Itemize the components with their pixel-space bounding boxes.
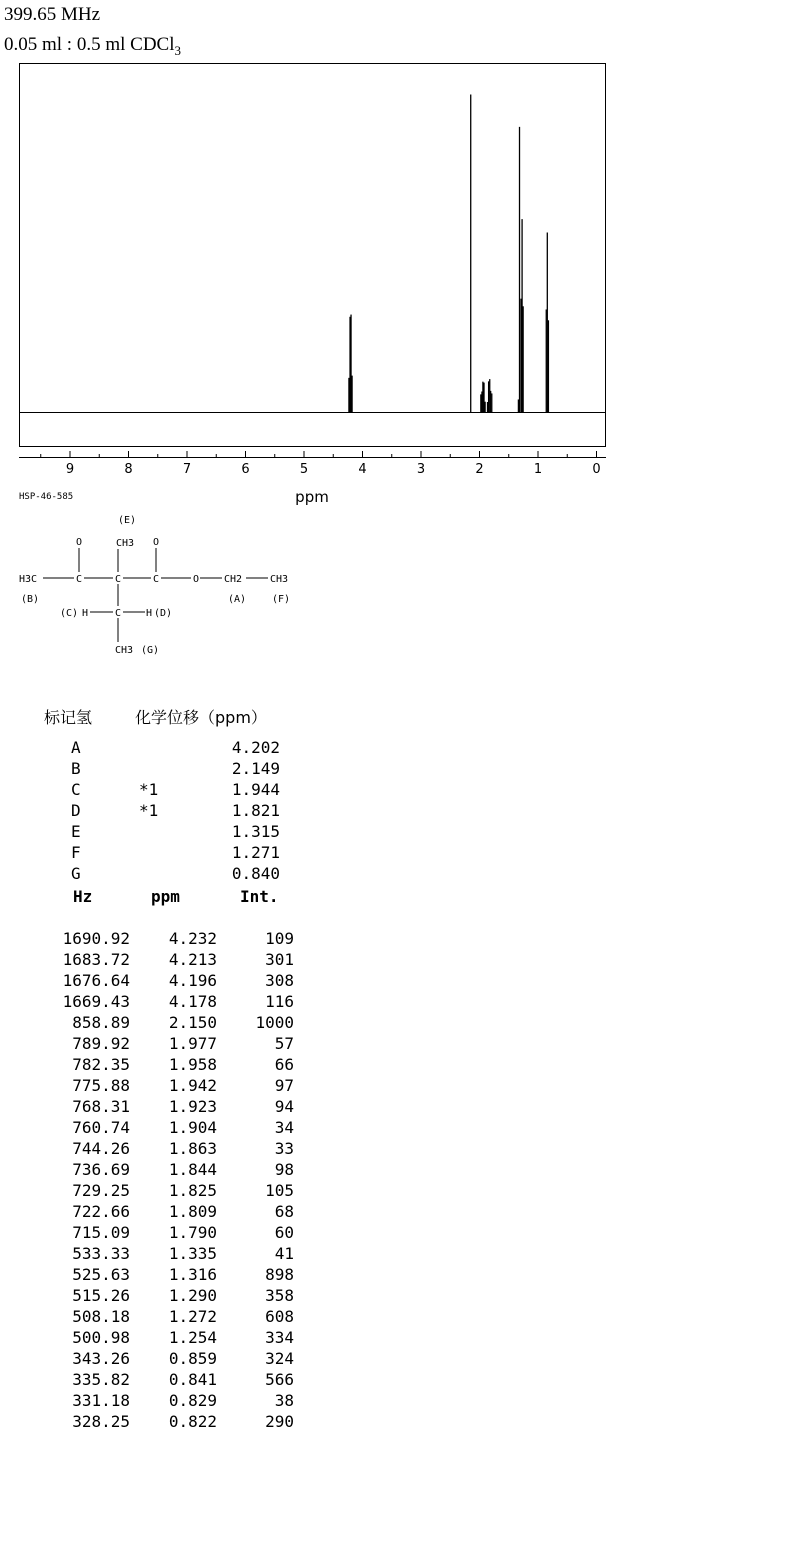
assignment-header-label: 标记氢 [44, 708, 93, 727]
spectrum-peaks [349, 95, 548, 413]
peak-hz: 1669.43 [62, 992, 130, 1011]
peak-ppm: 2.150 [168, 1013, 217, 1032]
assignment-shift: 1.821 [231, 801, 280, 820]
molecule-structure [0, 505, 320, 665]
peak-intensity: 334 [265, 1328, 294, 1347]
x-tick-label: 2 [475, 462, 484, 477]
peak-hz: 525.63 [72, 1265, 130, 1284]
struct-methyl-b: H3C [19, 574, 38, 585]
peak-hz: 1683.72 [62, 950, 130, 969]
assignment-header-shift: 化学位移（ppm） [135, 708, 267, 727]
peak-ppm: 1.335 [168, 1244, 217, 1263]
peak-intensity: 898 [265, 1265, 294, 1284]
struct-hydrogen-d: H [146, 608, 153, 619]
assignment-label: E [71, 822, 81, 841]
assignment-note: *1 [139, 780, 159, 799]
assignment-label: B [71, 759, 81, 778]
peak-intensity: 566 [265, 1370, 294, 1389]
peak-hz: 1690.92 [62, 929, 130, 948]
struct-label-c: (C) [60, 608, 79, 619]
x-tick-label: 3 [416, 462, 426, 477]
peak-hz: 744.26 [72, 1139, 130, 1158]
spectrum-code: HSP-46-585 [19, 492, 74, 502]
struct-oxygen-1: O [76, 537, 83, 548]
struct-label-a: (A) [228, 594, 247, 605]
peak-table-header-cell: Int. [240, 887, 279, 906]
peak-hz: 782.35 [72, 1055, 130, 1074]
assignment-shift: 2.149 [231, 759, 280, 778]
peak-intensity: 94 [274, 1097, 294, 1116]
x-tick-label: 0 [592, 462, 601, 477]
peak-ppm: 1.958 [168, 1055, 217, 1074]
x-axis-label: ppm [295, 488, 329, 506]
assignment-label: F [71, 843, 81, 862]
struct-methyl-g: CH3 [115, 645, 134, 656]
assignment-label: A [71, 738, 81, 757]
peak-ppm: 1.272 [168, 1307, 217, 1326]
struct-label-g: (G) [141, 645, 160, 656]
peak-intensity: 290 [265, 1412, 294, 1431]
struct-carbon-2: C [115, 574, 122, 585]
assignment-label: C [71, 780, 81, 799]
peak-hz: 515.26 [72, 1286, 130, 1305]
peak-hz: 722.66 [72, 1202, 130, 1221]
peak-ppm: 0.841 [168, 1370, 217, 1389]
peak-hz: 500.98 [72, 1328, 130, 1347]
peak-intensity: 41 [274, 1244, 294, 1263]
x-tick-label: 5 [299, 462, 309, 477]
peak-intensity: 66 [274, 1055, 294, 1074]
peak-hz: 775.88 [72, 1076, 130, 1095]
peak-intensity: 608 [265, 1307, 294, 1326]
peak-ppm: 1.316 [168, 1265, 217, 1284]
x-tick-label: 4 [358, 462, 367, 477]
struct-ester-oxygen: O [193, 574, 200, 585]
peak-ppm: 4.196 [168, 971, 217, 990]
peak-hz: 331.18 [72, 1391, 130, 1410]
struct-label-b: (B) [21, 594, 40, 605]
assignment-shift: 1.315 [231, 822, 280, 841]
peak-intensity: 308 [265, 971, 294, 990]
peak-ppm: 4.213 [168, 950, 217, 969]
peak-intensity: 105 [265, 1181, 294, 1200]
peak-ppm: 0.822 [168, 1412, 217, 1431]
peak-hz: 1676.64 [62, 971, 130, 990]
peak-intensity: 109 [265, 929, 294, 948]
peak-intensity: 33 [274, 1139, 294, 1158]
struct-methylene-a: CH2 [224, 574, 243, 585]
peak-intensity: 38 [274, 1391, 294, 1410]
struct-hydrogen-c: H [82, 608, 89, 619]
peak-ppm: 1.904 [168, 1118, 217, 1137]
peak-intensity: 60 [274, 1223, 294, 1242]
x-axis-ticks [41, 451, 597, 458]
frequency-label: 399.65 MHz [4, 4, 101, 25]
peak-hz: 508.18 [72, 1307, 130, 1326]
peak-hz: 736.69 [72, 1160, 130, 1179]
peak-ppm: 0.829 [168, 1391, 217, 1410]
peak-ppm: 1.790 [168, 1223, 217, 1242]
peak-intensity: 1000 [255, 1013, 294, 1032]
struct-carbon-4: C [115, 608, 122, 619]
peak-intensity: 97 [274, 1076, 294, 1095]
peak-ppm: 1.825 [168, 1181, 217, 1200]
peak-ppm: 1.923 [168, 1097, 217, 1116]
peak-ppm: 4.232 [168, 929, 217, 948]
peak-intensity: 358 [265, 1286, 294, 1305]
peak-ppm: 1.809 [168, 1202, 217, 1221]
struct-label-d: (D) [154, 608, 173, 619]
peak-intensity: 34 [274, 1118, 294, 1137]
assignment-shift: 0.840 [231, 864, 280, 883]
peak-intensity: 324 [265, 1349, 294, 1368]
peak-table-header-cell: Hz [73, 887, 93, 906]
struct-carbon-3: C [153, 574, 160, 585]
peak-intensity: 116 [265, 992, 294, 1011]
peak-ppm: 4.178 [168, 992, 217, 1011]
peak-hz: 533.33 [72, 1244, 130, 1263]
peak-ppm: 0.859 [168, 1349, 217, 1368]
peak-hz: 768.31 [72, 1097, 130, 1116]
struct-label-f: (F) [272, 594, 291, 605]
assignment-label: D [71, 801, 81, 820]
struct-methyl-e: CH3 [116, 538, 135, 549]
peak-intensity: 98 [274, 1160, 294, 1179]
peak-hz: 343.26 [72, 1349, 130, 1368]
x-tick-label: 8 [124, 462, 133, 477]
sample-subscript: 3 [174, 42, 181, 58]
struct-carbon-1: C [76, 574, 83, 585]
x-axis-tick-labels [66, 462, 601, 477]
peak-ppm: 1.254 [168, 1328, 217, 1347]
peak-hz: 760.74 [72, 1118, 130, 1137]
peak-ppm: 1.290 [168, 1286, 217, 1305]
peak-hz: 858.89 [72, 1013, 130, 1032]
plot-frame [20, 64, 606, 447]
peak-hz: 715.09 [72, 1223, 130, 1242]
sample-text: 0.05 ml : 0.5 ml CDCl [4, 34, 175, 55]
nmr-spectrum-chart [0, 0, 794, 520]
peak-hz: 328.25 [72, 1412, 130, 1431]
assignment-shift: 4.202 [231, 738, 280, 757]
peak-intensity: 57 [274, 1034, 294, 1053]
x-tick-label: 6 [241, 462, 250, 477]
assignment-shift: 1.271 [231, 843, 280, 862]
peak-hz: 789.92 [72, 1034, 130, 1053]
assignment-note: *1 [139, 801, 159, 820]
x-tick-label: 1 [533, 462, 543, 477]
peak-ppm: 1.942 [168, 1076, 217, 1095]
peak-intensity: 301 [265, 950, 294, 969]
struct-label-e: (E) [118, 515, 137, 526]
struct-methyl-f: CH3 [270, 574, 289, 585]
peak-intensity: 68 [274, 1202, 294, 1221]
x-tick-label: 9 [65, 462, 75, 477]
peak-ppm: 1.844 [168, 1160, 217, 1179]
peak-hz: 335.82 [72, 1370, 130, 1389]
peak-hz: 729.25 [72, 1181, 130, 1200]
assignment-shift: 1.944 [231, 780, 280, 799]
struct-oxygen-2: O [153, 537, 160, 548]
x-tick-label: 7 [182, 462, 192, 477]
peak-table-header-cell: ppm [151, 887, 180, 906]
peak-ppm: 1.863 [168, 1139, 217, 1158]
assignment-label: G [71, 864, 81, 883]
peak-ppm: 1.977 [168, 1034, 217, 1053]
